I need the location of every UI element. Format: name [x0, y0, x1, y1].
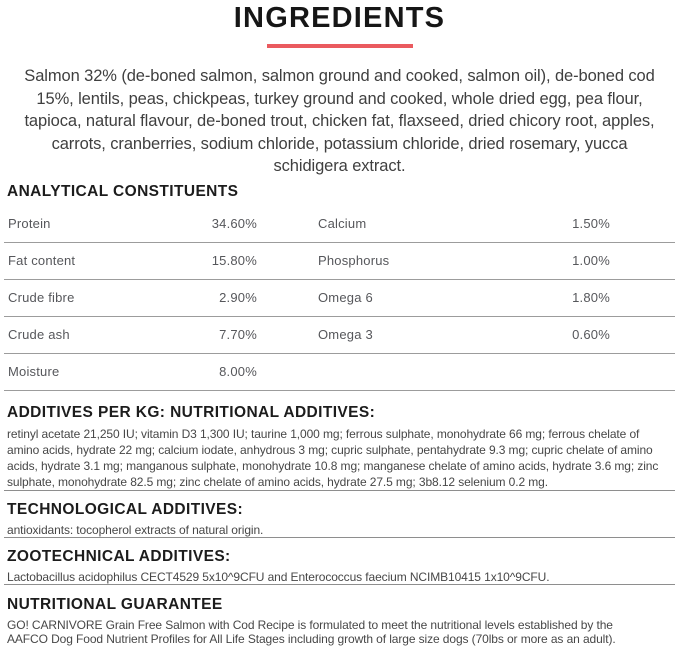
constituent-name: Fat content: [8, 253, 76, 268]
constituent-value: 0.60%: [572, 327, 610, 342]
nutritional-additives-paragraph: retinyl acetate 21,250 IU; vitamin D3 1,300 IU; taurine 1,000 mg; ferrous sulphate, monohydrate 66 mg; ferrous chelate of amino acids, hydrate 22 mg; calcium iodate, anhydrous 3 mg; cupric sulphate, pentahydrate 9.3 mg; cupric chelate of amino acids, hydrate 3.1 mg; manganous sulphate, monohydrate 10.8 mg; manganese chelate of amino acids, hydrate 3.6 mg; zinc sulphate, monohydrate 82.5 mg; zinc chelate of amino acids, hydrate 27.5 mg; 3b8.12 selenium 0.2 mg.: [7, 426, 659, 489]
table-row: [4, 243, 675, 280]
table-cell-left: [4, 216, 257, 231]
constituent-name: Crude fibre: [8, 290, 75, 305]
section-heading-zootechnical-additives: ZOOTECHNICAL ADDITIVES:: [7, 547, 231, 565]
table-cell-right: [318, 290, 610, 305]
table-cell-left: [4, 364, 257, 379]
constituent-value: 2.90%: [219, 290, 257, 305]
table-cell-left: [4, 290, 257, 305]
section-divider: [4, 490, 675, 491]
constituent-value: 15.80%: [211, 253, 257, 268]
constituent-value: 7.70%: [219, 327, 257, 342]
constituent-name: Phosphorus: [318, 253, 390, 268]
table-cell-right: [318, 216, 610, 231]
analytical-constituents-table: [4, 206, 675, 391]
section-divider: [4, 584, 675, 585]
constituent-name: Crude ash: [8, 327, 70, 342]
ingredients-label-panel: [0, 2, 679, 660]
table-row: [4, 206, 675, 243]
section-heading-nutritional-guarantee: NUTRITIONAL GUARANTEE: [7, 595, 223, 613]
table-row: [4, 354, 675, 391]
constituent-value: 1.00%: [572, 253, 610, 268]
ingredients-paragraph: Salmon 32% (de-boned salmon, salmon ground and cooked, salmon oil), de-boned cod 15%, lentils, peas, chickpeas, turkey ground and cooked, whole dried egg, pea flour, tapioca, natural flavour, de-boned trout, chicken fat, flaxseed, dried chicory root, apples, carrots, cranberries, sodium chloride, potassium chloride, dried rosemary, yucca schidigera extract.: [24, 67, 655, 175]
table-row: [4, 317, 675, 354]
section-heading-technological-additives: TECHNOLOGICAL ADDITIVES:: [7, 500, 244, 518]
table-cell-left: [4, 327, 257, 342]
table-cell-right: [318, 327, 610, 342]
table-row: [4, 280, 675, 317]
constituent-name: Moisture: [8, 364, 60, 379]
constituent-value: 1.50%: [572, 216, 610, 231]
constituent-name: Protein: [8, 216, 51, 231]
constituent-value: 8.00%: [219, 364, 257, 379]
zootechnical-additives-text: Lactobacillus acidophilus CECT4529 5x10^9CFU and Enterococcus faecium NCIMB10415 1x10^9CFU.: [7, 569, 550, 584]
nutritional-guarantee-paragraph: GO! CARNIVORE Grain Free Salmon with Cod Recipe is formulated to meet the nutritional levels established by the AAFCO Dog Food Nutrient Profiles for All Life Stages including growth of large size dogs (70lbs or more as an adult).: [7, 617, 616, 646]
page-title: INGREDIENTS: [233, 2, 446, 34]
constituent-name: Omega 3: [318, 327, 373, 342]
constituent-value: 34.60%: [211, 216, 257, 231]
table-cell-left: [4, 253, 257, 268]
constituent-value: 1.80%: [572, 290, 610, 305]
table-cell-right: [318, 253, 610, 268]
title-accent-bar: [267, 44, 413, 48]
section-divider: [4, 537, 675, 538]
section-heading-nutritional-additives: ADDITIVES PER KG: NUTRITIONAL ADDITIVES:: [7, 403, 376, 421]
section-heading-analytical-constituents: ANALYTICAL CONSTITUENTS: [7, 182, 239, 200]
technological-additives-text: antioxidants: tocopherol extracts of natural origin.: [7, 522, 264, 537]
constituent-name: Calcium: [318, 216, 367, 231]
constituent-name: Omega 6: [318, 290, 373, 305]
